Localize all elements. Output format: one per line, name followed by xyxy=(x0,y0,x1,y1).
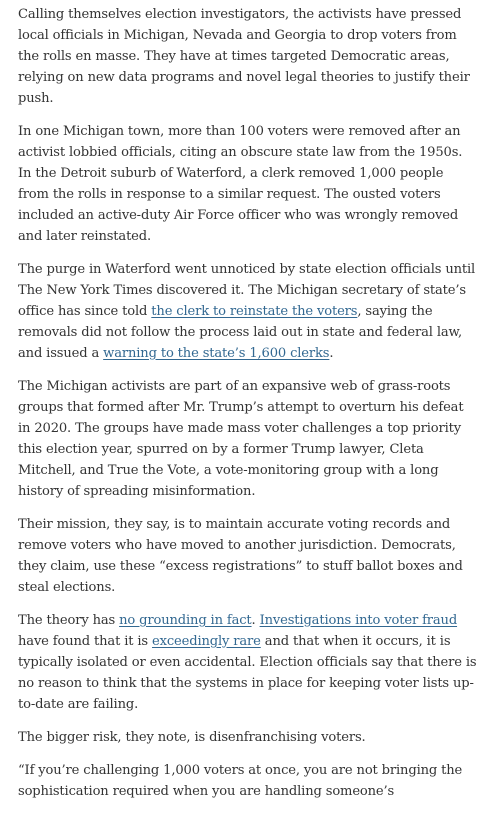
paragraph-7: The bigger risk, they note, is disenfranchising voters. xyxy=(18,730,366,745)
paragraph-3-text-3: . xyxy=(329,346,334,361)
paragraph-6 xyxy=(18,610,478,715)
reinstate-voters-link[interactable]: the clerk to reinstate the voters xyxy=(151,304,358,319)
paragraph-5: Their mission, they say, is to maintain accurate voting records and remove voters who have moved to another jurisdiction. Democrats, they claim, use these “excess registrations” to stuff ballot boxes and steal elections. xyxy=(18,517,463,595)
paragraph-3 xyxy=(18,259,478,364)
article-body xyxy=(18,4,478,814)
paragraph-6-text-4: and that when it occurs, it is typically isolated or even accidental. Election officials say that there is no reason to think that the systems in place for keeping voter lists up-to-date are failing. xyxy=(18,634,477,712)
paragraph-1: Calling themselves election investigators, the activists have pressed local officials in Michigan, Nevada and Georgia to drop voters from the rolls en masse. They have at times targeted Democratic areas, relying on new data programs and novel legal theories to justify their push. xyxy=(18,7,470,106)
paragraph-6-text-2: . xyxy=(251,613,260,628)
paragraph-2: In one Michigan town, more than 100 voters were removed after an activist lobbied officials, citing an obscure state law from the 1950s. In the Detroit suburb of Waterford, a clerk removed 1,000 people from the rolls in response to a similar request. The ousted voters included an active-duty Air Force officer who was wrongly removed and later reinstated. xyxy=(18,124,463,244)
paragraph-3-text-2: , saying the removals did not follow the process laid out in state and federal law, and issued a xyxy=(18,304,463,361)
paragraph-4: The Michigan activists are part of an expansive web of grass-roots groups that formed after Mr. Trump’s attempt to overturn his defeat in 2020. The groups have made mass voter challenges a top priority this election year, spurred on by a former Trump lawyer, Cleta Mitchell, and True the Vote, a vote-monitoring group with a long history of spreading misinformation. xyxy=(18,379,464,499)
exceedingly-rare-link[interactable]: exceedingly rare xyxy=(152,634,261,649)
warning-to-clerks-link[interactable]: warning to the state’s 1,600 clerks xyxy=(103,346,330,361)
no-grounding-link[interactable]: no grounding in fact xyxy=(119,613,252,628)
paragraph-8: “If you’re challenging 1,000 voters at once, you are not bringing the sophistication required when you are handling someone’s xyxy=(18,763,463,799)
paragraph-6-text-3: have found that it is xyxy=(18,634,152,649)
paragraph-3-text-1: The purge in Waterford went unnoticed by state election officials until The New York Times discovered it. The Michigan secretary of state’s office has since told xyxy=(18,262,476,319)
voter-fraud-investigations-link[interactable]: Investigations into voter fraud xyxy=(259,613,458,628)
paragraph-6-text-1: The theory has xyxy=(18,613,120,628)
